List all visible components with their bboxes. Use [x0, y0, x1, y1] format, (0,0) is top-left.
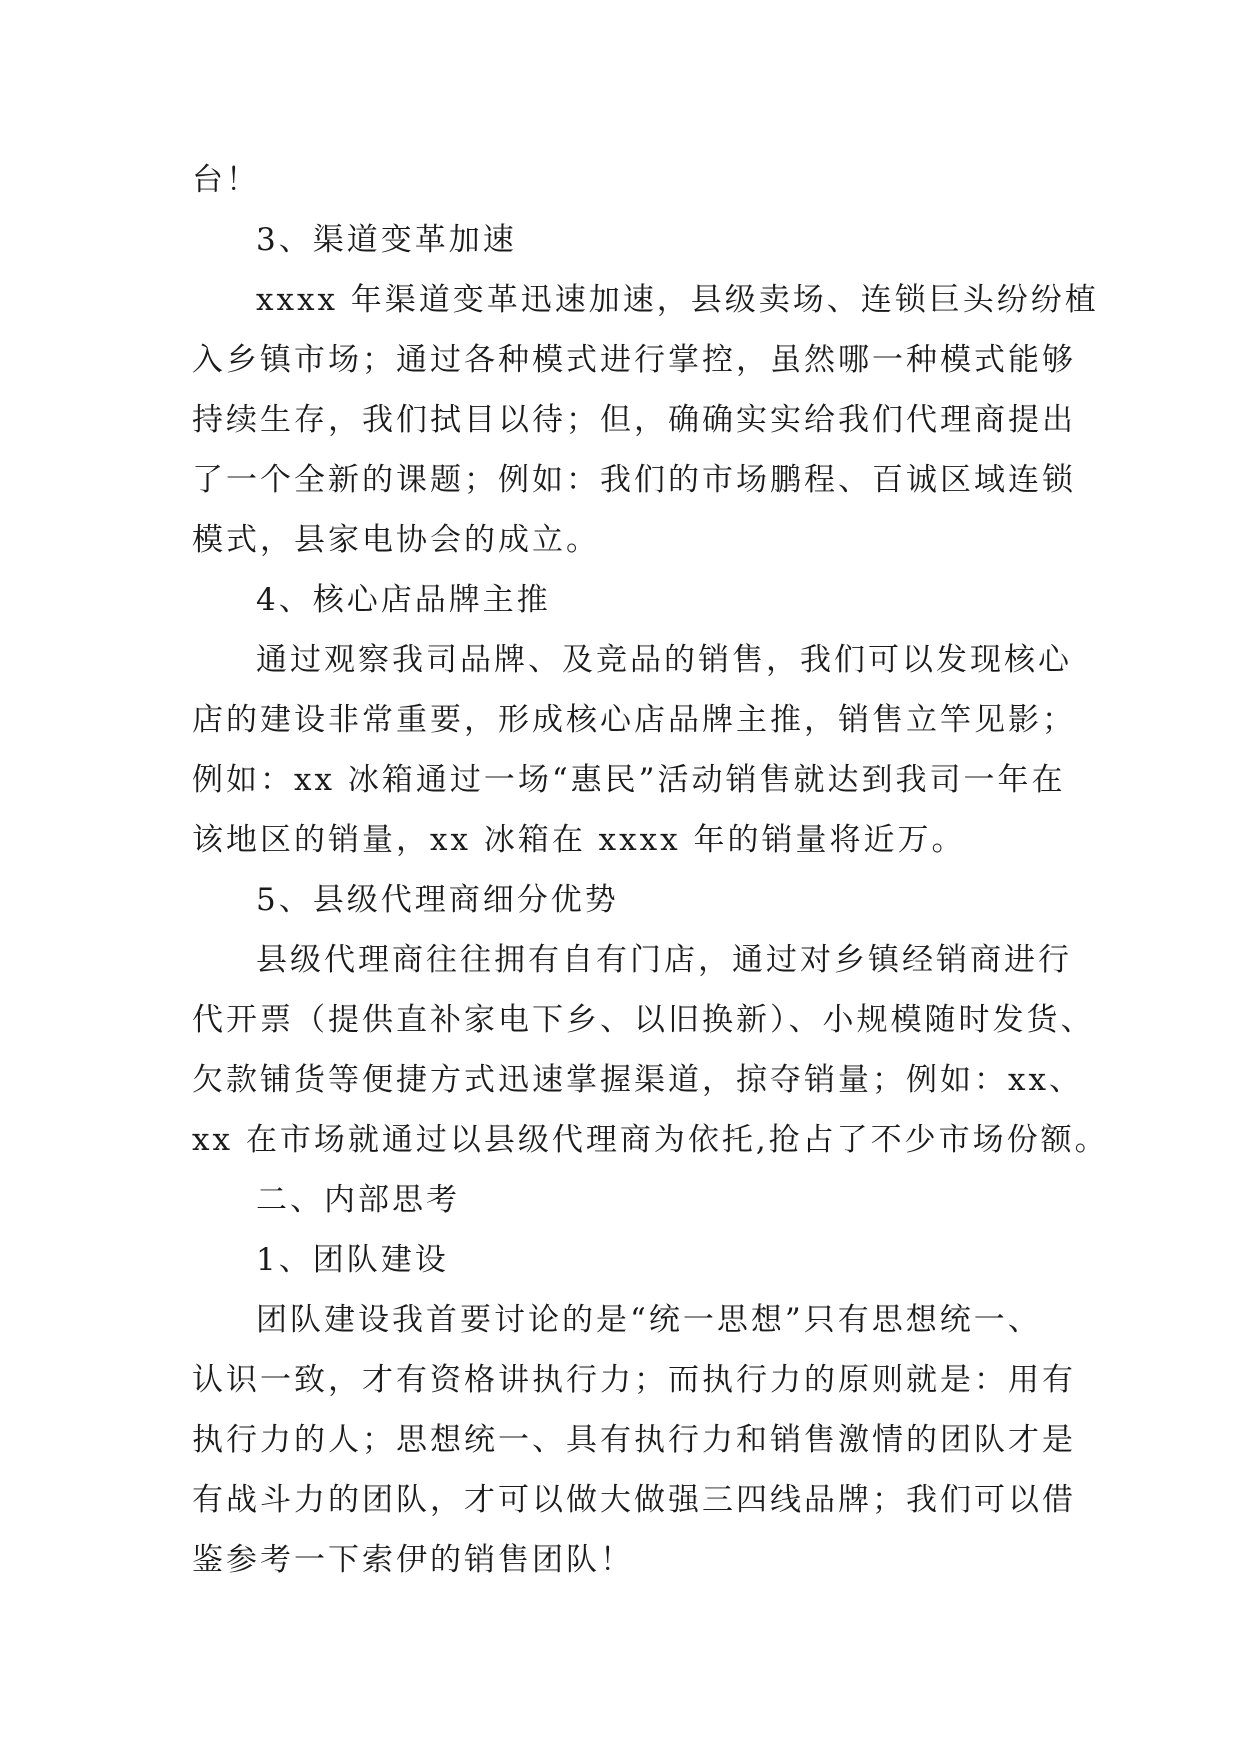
text-line: 台！	[192, 162, 260, 198]
section-heading: 4、核心店品牌主推	[256, 582, 551, 618]
text-line: 认识一致，才有资格讲执行力；而执行力的原则就是：用有	[192, 1362, 1076, 1398]
section-heading: 3、渠道变革加速	[256, 222, 517, 258]
text-line: 代开票（提供直补家电下乡、以旧换新）、小规模随时发货、	[192, 1002, 1095, 1038]
text-line: 持续生存，我们拭目以待；但，确确实实给我们代理商提出	[192, 402, 1076, 438]
text-line: 了一个全新的课题；例如：我们的市场鹏程、百诚区域连锁	[192, 462, 1076, 498]
section-heading: 1、团队建设	[256, 1242, 449, 1278]
section-heading: 二、内部思考	[256, 1182, 460, 1218]
text-line: 例如：xx 冰箱通过一场“惠民”活动销售就达到我司一年在	[192, 762, 1066, 798]
section-heading: 5、县级代理商细分优势	[256, 882, 619, 918]
text-line: xxxx 年渠道变革迅速加速，县级卖场、连锁巨头纷纷植	[256, 282, 1099, 318]
text-line: 店的建设非常重要，形成核心店品牌主推，销售立竿见影；	[192, 702, 1076, 738]
text-line: 入乡镇市场；通过各种模式进行掌控，虽然哪一种模式能够	[192, 342, 1076, 378]
text-line: 该地区的销量，xx 冰箱在 xxxx 年的销量将近万。	[192, 822, 966, 858]
text-line: xx 在市场就通过以县级代理商为依托,抢占了不少市场份额。	[192, 1122, 1109, 1158]
text-line: 执行力的人；思想统一、具有执行力和销售激情的团队才是	[192, 1422, 1076, 1458]
text-line: 欠款铺货等便捷方式迅速掌握渠道，掠夺销量；例如：xx、	[192, 1062, 1083, 1098]
text-line: 模式，县家电协会的成立。	[192, 522, 600, 558]
text-line: 团队建设我首要讨论的是“统一思想”只有思想统一、	[256, 1302, 1042, 1338]
document-body	[192, 150, 1109, 1590]
text-line: 县级代理商往往拥有自有门店，通过对乡镇经销商进行	[256, 942, 1072, 978]
text-line: 有战斗力的团队，才可以做大做强三四线品牌；我们可以借	[192, 1482, 1076, 1518]
text-line: 鉴参考一下索伊的销售团队！	[192, 1542, 634, 1578]
text-line: 通过观察我司品牌、及竞品的销售，我们可以发现核心	[256, 642, 1072, 678]
